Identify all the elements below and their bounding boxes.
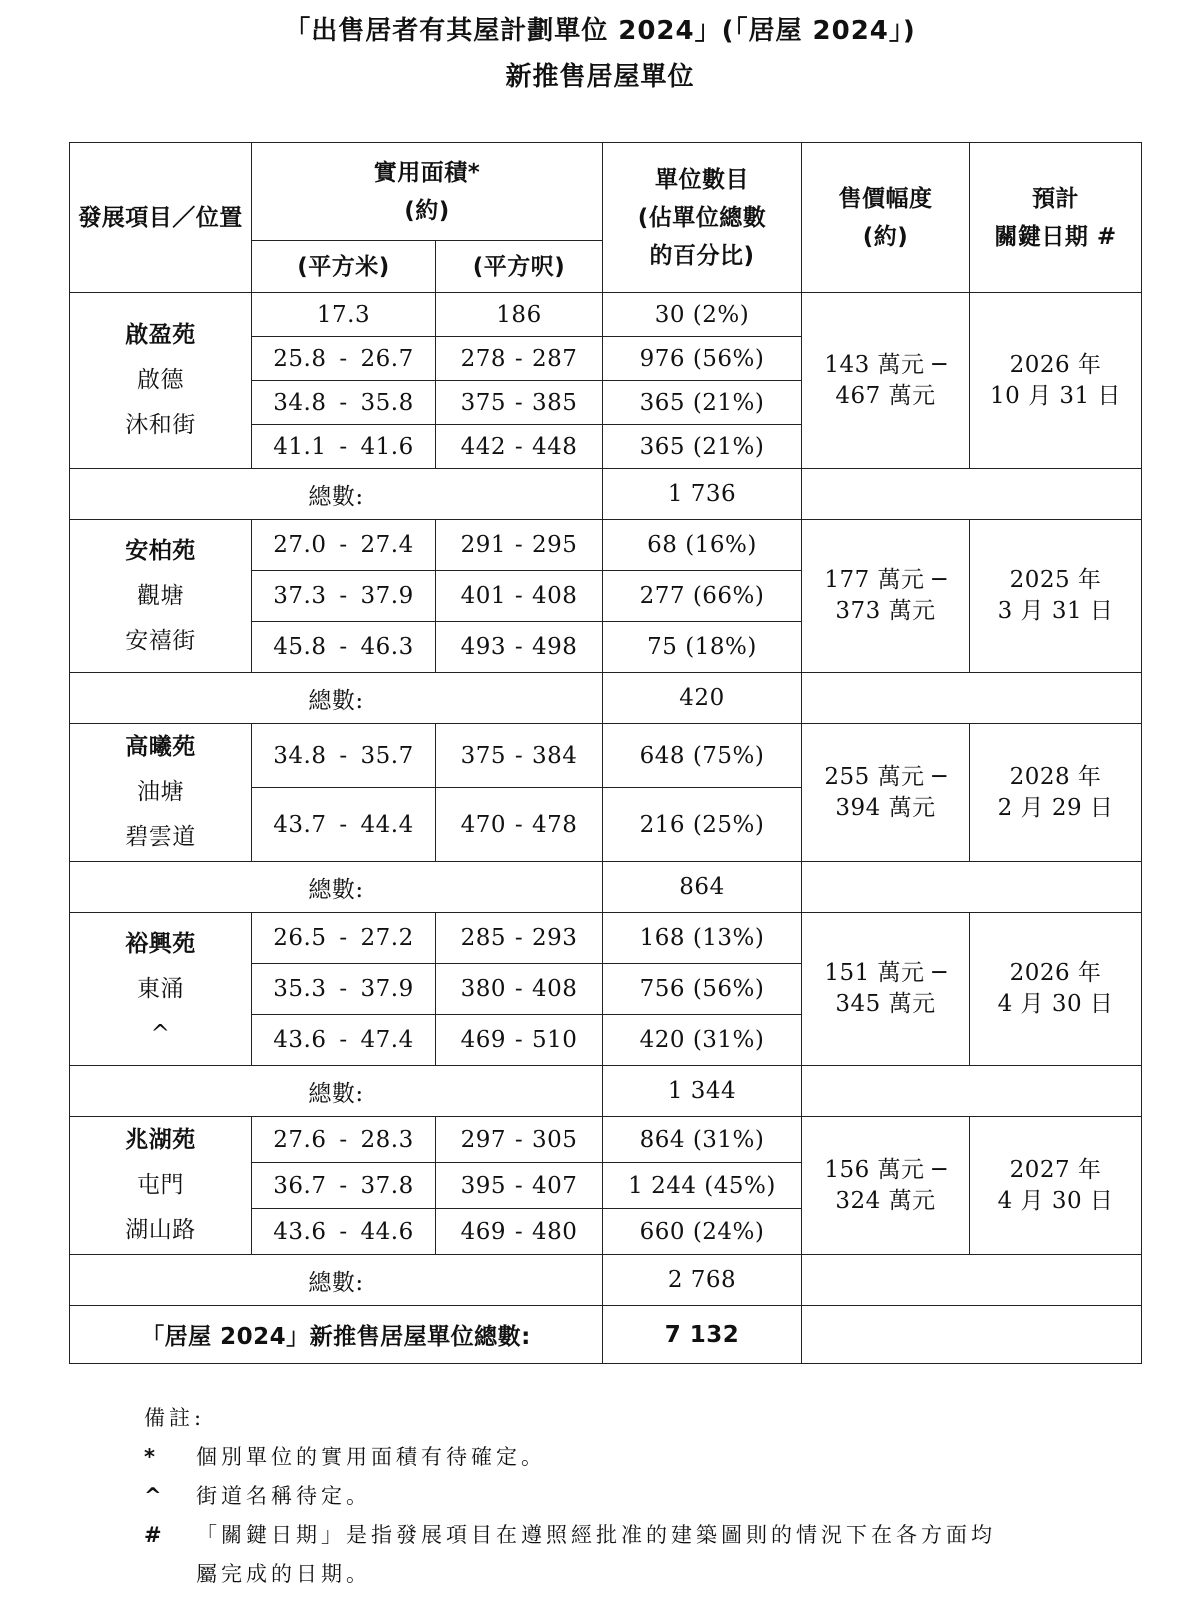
range-dash: -	[339, 1218, 348, 1245]
area-sq-m-min: 43.6	[273, 1218, 327, 1245]
project-district: 油塘	[137, 779, 184, 805]
area-sq-m-min: 41.1	[273, 433, 327, 460]
range-dash: -	[339, 532, 348, 558]
area-sq-m	[252, 1209, 436, 1255]
empty-cell	[802, 1255, 1142, 1306]
area-sq-ft-min: 291	[460, 532, 506, 558]
total-label: 總數:	[70, 469, 603, 520]
project-name: 高曦苑	[125, 734, 196, 760]
header-units: 單位數目 (佔單位總數 的百分比)	[603, 143, 802, 293]
key-date-year: 2026 年	[1009, 351, 1102, 378]
price-high: 373 萬元	[835, 598, 936, 624]
note-text: 個別單位的實用面積有待確定。	[196, 1445, 546, 1469]
price-high: 467 萬元	[835, 382, 936, 409]
project-name: 安柏苑	[125, 537, 196, 564]
header-saleable-area: 實用面積* (約)	[252, 143, 603, 241]
area-sq-ft	[436, 964, 603, 1015]
range-dash: -	[339, 976, 348, 1002]
area-sq-m	[252, 520, 436, 571]
area-sq-ft-max: 287	[532, 345, 578, 372]
area-sq-ft-max: 407	[532, 1172, 578, 1199]
area-sq-ft-max: 384	[532, 742, 578, 769]
area-sq-ft	[436, 337, 603, 381]
notes-section	[144, 1398, 1104, 1594]
area-sq-m	[252, 1015, 436, 1066]
header-project-location: 發展項目／位置	[70, 143, 252, 293]
range-dash: -	[514, 583, 524, 609]
empty-cell	[802, 1066, 1142, 1117]
price-low: 255 萬元 ─	[824, 763, 947, 790]
area-sq-m-max: 37.8	[360, 1172, 414, 1199]
area-sq-ft-max: 305	[532, 1126, 578, 1153]
key-date-year: 2028 年	[1009, 763, 1102, 790]
range-dash: -	[339, 389, 348, 416]
area-sq-ft-min: 401	[460, 583, 506, 609]
range-dash: -	[514, 1027, 524, 1053]
area-sq-m	[252, 337, 436, 381]
project-street: 安禧街	[125, 627, 196, 654]
note-symbol: *	[144, 1445, 155, 1469]
unit-count: 75 (18%)	[603, 622, 802, 673]
project-location	[70, 1117, 252, 1255]
note-item	[144, 1438, 1104, 1477]
grand-total-value: 7 132	[603, 1306, 802, 1364]
area-sq-m-max: 47.4	[360, 1027, 414, 1053]
key-date-year: 2026 年	[1009, 960, 1102, 986]
notes-heading: 備註:	[144, 1406, 206, 1430]
area-sq-ft-min: 469	[460, 1218, 506, 1245]
area-sq-m-min: 36.7	[273, 1172, 327, 1199]
unit-count: 976 (56%)	[603, 337, 802, 381]
area-sq-ft-min: 297	[460, 1126, 506, 1153]
unit-count: 168 (13%)	[603, 913, 802, 964]
area-sq-m	[252, 571, 436, 622]
area-sq-m	[252, 1163, 436, 1209]
area-sq-m	[252, 622, 436, 673]
note-text: 街道名稱待定。	[196, 1484, 371, 1508]
area-sq-ft-min: 395	[460, 1172, 506, 1199]
unit-count: 648 (75%)	[603, 724, 802, 788]
area-sq-m-min: 27.6	[273, 1126, 327, 1153]
key-date-year: 2025 年	[1009, 567, 1102, 593]
range-dash: -	[514, 925, 524, 951]
unit-count: 216 (25%)	[603, 788, 802, 862]
area-sq-m-max: 28.3	[360, 1126, 414, 1153]
area-sq-ft	[436, 1209, 603, 1255]
price-low: 156 萬元 ─	[824, 1156, 947, 1183]
area-sq-m-max: 37.9	[360, 583, 414, 609]
project-district: 屯門	[137, 1172, 184, 1198]
project-total-row	[70, 469, 1142, 520]
key-date-day: 2 月 29 日	[997, 794, 1114, 821]
unit-count: 365 (21%)	[603, 381, 802, 425]
unit-count: 1 244 (45%)	[603, 1163, 802, 1209]
area-sq-ft-min: 375	[460, 389, 506, 416]
range-dash: -	[514, 1172, 524, 1199]
area-sq-m	[252, 788, 436, 862]
price-low: 177 萬元 ─	[824, 567, 947, 593]
area-sq-m-min: 25.8	[273, 345, 327, 372]
grand-total-label: 「居屋 2024」新推售居屋單位總數:	[70, 1306, 603, 1364]
unit-count: 277 (66%)	[603, 571, 802, 622]
note-symbol: #	[144, 1523, 162, 1547]
unit-count: 30 (2%)	[603, 293, 802, 337]
document-title: 「出售居者有其屋計劃單位 2024」(「居屋 2024」)	[284, 16, 916, 46]
area-sq-m-min: 43.6	[273, 1027, 327, 1053]
project-name: 啟盈苑	[125, 322, 196, 348]
area-sq-ft-value: 186	[496, 301, 542, 328]
project-name: 兆湖苑	[125, 1127, 196, 1153]
area-sq-m-max: 35.8	[360, 389, 414, 416]
unit-row	[70, 520, 1142, 571]
range-dash: -	[339, 811, 348, 838]
area-sq-m-max: 41.6	[360, 433, 414, 460]
area-sq-ft-min: 442	[460, 433, 506, 460]
area-sq-ft-max: 498	[532, 634, 578, 660]
key-date	[970, 520, 1142, 673]
area-sq-m-min: 35.3	[273, 976, 327, 1002]
area-sq-m	[252, 724, 436, 788]
area-sq-ft	[436, 571, 603, 622]
project-total-row	[70, 1255, 1142, 1306]
key-date	[970, 724, 1142, 862]
area-sq-ft	[436, 520, 603, 571]
area-sq-ft	[436, 913, 603, 964]
project-street: 碧雲道	[125, 824, 196, 850]
empty-cell	[802, 469, 1142, 520]
area-sq-m	[252, 913, 436, 964]
project-district: 觀塘	[137, 582, 184, 609]
range-dash: -	[339, 1172, 348, 1199]
key-date-year: 2027 年	[1009, 1156, 1102, 1183]
project-location	[70, 520, 252, 673]
area-sq-m	[252, 381, 436, 425]
unit-row	[70, 724, 1142, 788]
area-sq-m-max: 35.7	[360, 742, 414, 769]
key-date	[970, 293, 1142, 469]
area-sq-m-min: 26.5	[273, 925, 327, 951]
price-range	[802, 913, 970, 1066]
area-sq-ft	[436, 1163, 603, 1209]
header-sq-ft: (平方呎)	[436, 241, 603, 293]
area-sq-ft-max: 480	[532, 1218, 578, 1245]
area-sq-m	[252, 293, 436, 337]
area-sq-m-max: 44.6	[360, 1218, 414, 1245]
unit-row	[70, 1117, 1142, 1163]
project-district: 啟德	[137, 367, 184, 393]
range-dash: -	[514, 1218, 524, 1245]
area-sq-ft-min: 278	[460, 345, 506, 372]
area-sq-ft-max: 293	[532, 925, 578, 951]
range-dash: -	[514, 811, 524, 838]
key-date-day: 4 月 30 日	[997, 991, 1114, 1017]
area-sq-m-value: 17.3	[316, 301, 371, 328]
header-sq-m: (平方米)	[252, 241, 436, 293]
area-sq-m-max: 37.9	[360, 976, 414, 1002]
area-sq-ft-min: 380	[460, 976, 506, 1002]
price-range	[802, 1117, 970, 1255]
area-sq-m-min: 27.0	[273, 532, 327, 558]
area-sq-ft	[436, 724, 603, 788]
price-low: 151 萬元 ─	[824, 960, 947, 986]
area-sq-m-min: 45.8	[273, 634, 327, 660]
price-range	[802, 520, 970, 673]
area-sq-ft-min: 375	[460, 742, 506, 769]
project-total-value: 420	[603, 673, 802, 724]
range-dash: -	[514, 532, 524, 558]
project-name: 裕興苑	[125, 930, 196, 957]
range-dash: -	[339, 345, 348, 372]
note-item	[144, 1516, 1104, 1594]
unit-count: 864 (31%)	[603, 1117, 802, 1163]
area-sq-ft-max: 510	[532, 1027, 578, 1053]
range-dash: -	[514, 742, 524, 769]
project-street: 湖山路	[125, 1217, 196, 1243]
area-sq-ft-max: 448	[532, 433, 578, 460]
area-sq-ft-max: 385	[532, 389, 578, 416]
area-sq-ft	[436, 293, 603, 337]
area-sq-m-max: 26.7	[360, 345, 414, 372]
area-sq-ft	[436, 788, 603, 862]
project-district: 東涌	[137, 975, 184, 1002]
range-dash: -	[339, 583, 348, 609]
range-dash: -	[514, 1126, 524, 1153]
empty-cell	[802, 673, 1142, 724]
note-item	[144, 1477, 1104, 1516]
area-sq-ft-max: 408	[532, 976, 578, 1002]
project-street: ^	[150, 1020, 171, 1047]
range-dash: -	[514, 389, 524, 416]
project-total-value: 2 768	[603, 1255, 802, 1306]
total-label: 總數:	[70, 1066, 603, 1117]
area-sq-m-min: 34.8	[273, 742, 327, 769]
unit-count: 365 (21%)	[603, 425, 802, 469]
area-sq-ft	[436, 1117, 603, 1163]
price-high: 324 萬元	[835, 1187, 936, 1214]
project-total-row	[70, 673, 1142, 724]
area-sq-ft	[436, 622, 603, 673]
area-sq-m	[252, 1117, 436, 1163]
note-symbol: ^	[144, 1484, 162, 1508]
project-total-value: 1 736	[603, 469, 802, 520]
range-dash: -	[339, 1027, 348, 1053]
area-sq-m-min: 43.7	[273, 811, 327, 838]
range-dash: -	[339, 1126, 348, 1153]
area-sq-m-max: 44.4	[360, 811, 414, 838]
area-sq-ft-max: 408	[532, 583, 578, 609]
key-date-day: 3 月 31 日	[997, 598, 1114, 624]
area-sq-m-max: 27.2	[360, 925, 414, 951]
document-subtitle: 新推售居屋單位	[505, 62, 695, 92]
price-high: 394 萬元	[835, 794, 936, 821]
area-sq-ft-min: 285	[460, 925, 506, 951]
area-sq-ft-min: 493	[460, 634, 506, 660]
price-high: 345 萬元	[835, 991, 936, 1017]
range-dash: -	[339, 433, 348, 460]
unit-count: 756 (56%)	[603, 964, 802, 1015]
range-dash: -	[514, 976, 524, 1002]
area-sq-ft	[436, 425, 603, 469]
area-sq-m-min: 34.8	[273, 389, 327, 416]
area-sq-m	[252, 964, 436, 1015]
project-total-row	[70, 1066, 1142, 1117]
unit-count: 420 (31%)	[603, 1015, 802, 1066]
unit-count: 68 (16%)	[603, 520, 802, 571]
total-label: 總數:	[70, 862, 603, 913]
project-total-value: 864	[603, 862, 802, 913]
total-label: 總數:	[70, 673, 603, 724]
key-date	[970, 913, 1142, 1066]
area-sq-ft-max: 478	[532, 811, 578, 838]
area-sq-m-max: 27.4	[360, 532, 414, 558]
project-total-value: 1 344	[603, 1066, 802, 1117]
area-sq-m	[252, 425, 436, 469]
project-total-row	[70, 862, 1142, 913]
flat-sale-table	[69, 142, 1142, 1364]
area-sq-ft-min: 470	[460, 811, 506, 838]
empty-cell	[802, 1306, 1142, 1364]
unit-count: 660 (24%)	[603, 1209, 802, 1255]
key-date-day: 10 月 31 日	[990, 382, 1121, 409]
project-location	[70, 293, 252, 469]
price-low: 143 萬元 ─	[824, 351, 947, 378]
header-price-range: 售價幅度 (約)	[802, 143, 970, 293]
header-key-date: 預計 關鍵日期 #	[970, 143, 1142, 293]
total-label: 總數:	[70, 1255, 603, 1306]
range-dash: -	[339, 742, 348, 769]
note-text: 「關鍵日期」是指發展項目在遵照經批准的建築圖則的情況下在各方面均屬完成的日期。	[196, 1523, 996, 1586]
grand-total-row	[70, 1306, 1142, 1364]
price-range	[802, 724, 970, 862]
area-sq-ft	[436, 381, 603, 425]
area-sq-ft-max: 295	[532, 532, 578, 558]
key-date-day: 4 月 30 日	[997, 1187, 1114, 1214]
key-date	[970, 1117, 1142, 1255]
project-street: 沐和街	[125, 412, 196, 438]
price-range	[802, 293, 970, 469]
area-sq-m-max: 46.3	[360, 634, 414, 660]
project-location	[70, 724, 252, 862]
empty-cell	[802, 862, 1142, 913]
unit-row	[70, 293, 1142, 337]
area-sq-ft-min: 469	[460, 1027, 506, 1053]
range-dash: -	[339, 634, 348, 660]
area-sq-ft	[436, 1015, 603, 1066]
range-dash: -	[339, 925, 348, 951]
unit-row	[70, 913, 1142, 964]
range-dash: -	[514, 345, 524, 372]
area-sq-m-min: 37.3	[273, 583, 327, 609]
project-location	[70, 913, 252, 1066]
range-dash: -	[514, 634, 524, 660]
range-dash: -	[514, 433, 524, 460]
